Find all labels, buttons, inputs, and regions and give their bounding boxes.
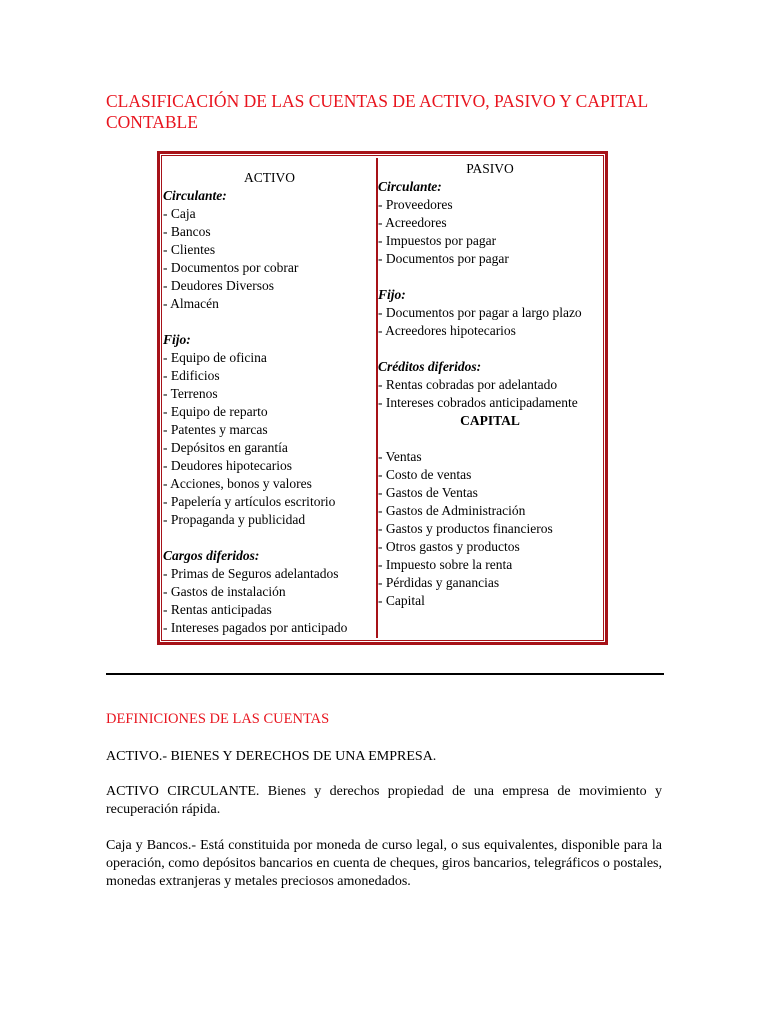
accounts-classification-table <box>157 151 608 645</box>
document-title: CLASIFICACIÓN DE LAS CUENTAS DE ACTIVO, PASIVO Y CAPITAL CONTABLE <box>106 91 648 132</box>
group-label: Circulante: <box>163 188 227 203</box>
definition-paragraph: ACTIVO CIRCULANTE. Bienes y derechos propiedad de una empresa de movimiento y recuperación rápida. <box>106 784 662 817</box>
account-item: - Terrenos <box>163 386 218 401</box>
account-item: - Pérdidas y ganancias <box>378 575 500 590</box>
group-label: Fijo: <box>163 332 191 347</box>
account-item: - Patentes y marcas <box>163 422 268 437</box>
account-item: - Almacén <box>163 296 219 311</box>
account-item: - Costo de ventas <box>378 467 472 482</box>
account-item: - Ventas <box>378 449 422 464</box>
account-item: - Documentos por pagar <box>378 251 509 266</box>
account-item: - Rentas anticipadas <box>163 602 272 617</box>
account-item: - Deudores Diversos <box>163 278 274 293</box>
account-item: - Documentos por cobrar <box>163 260 299 275</box>
spacer <box>378 430 602 448</box>
account-item: - Intereses pagados por anticipado <box>163 620 348 635</box>
definition-paragraph: Caja y Bancos.- Está constituida por moneda de curso legal, o sus equivalentes, disponible para la operación, como depósitos bancarios en cuenta de cheques, giros bancarios, telegráficos o postales, monedas extranjeras y metales preciosos amonedados. <box>106 838 662 889</box>
account-item: - Gastos y productos financieros <box>378 521 553 536</box>
horizontal-divider <box>106 673 664 675</box>
account-item: - Otros gastos y productos <box>378 539 520 554</box>
account-item: - Depósitos en garantía <box>163 440 288 455</box>
spacer <box>163 313 376 331</box>
account-item: - Acciones, bonos y valores <box>163 476 312 491</box>
spacer <box>378 340 602 358</box>
account-item: - Acreedores hipotecarios <box>378 323 516 338</box>
account-item: - Impuestos por pagar <box>378 233 497 248</box>
pasivo-capital-column <box>376 158 602 638</box>
group-label: Circulante: <box>378 179 442 194</box>
group-label: Fijo: <box>378 287 406 302</box>
account-item: - Acreedores <box>378 215 447 230</box>
account-item: - Rentas cobradas por adelantado <box>378 377 558 392</box>
group-label: Cargos diferidos: <box>163 548 260 563</box>
account-item: - Documentos por pagar a largo plazo <box>378 305 582 320</box>
definitions-heading: DEFINICIONES DE LAS CUENTAS <box>106 711 330 727</box>
spacer <box>163 529 376 547</box>
account-item: - Propaganda y publicidad <box>163 512 306 527</box>
definition-paragraph: ACTIVO.- BIENES Y DERECHOS DE UNA EMPRESA. <box>106 749 437 764</box>
spacer <box>378 268 602 286</box>
capital-heading: CAPITAL <box>460 413 520 428</box>
activo-heading: ACTIVO <box>244 170 295 185</box>
account-item: - Capital <box>378 593 425 608</box>
pasivo-heading: PASIVO <box>466 161 514 176</box>
account-item: - Bancos <box>163 224 211 239</box>
activo-column <box>163 158 376 638</box>
account-item: - Gastos de instalación <box>163 584 286 599</box>
account-item: - Primas de Seguros adelantados <box>163 566 339 581</box>
account-item: - Impuesto sobre la renta <box>378 557 513 572</box>
account-item: - Intereses cobrados anticipadamente <box>378 395 578 410</box>
account-item: - Equipo de reparto <box>163 404 268 419</box>
account-item: - Proveedores <box>378 197 453 212</box>
account-item: - Deudores hipotecarios <box>163 458 292 473</box>
account-item: - Papelería y artículos escritorio <box>163 494 336 509</box>
account-item: - Gastos de Administración <box>378 503 526 518</box>
account-item: - Caja <box>163 206 196 221</box>
group-label: Créditos diferidos: <box>378 359 482 374</box>
account-item: - Equipo de oficina <box>163 350 267 365</box>
account-item: - Gastos de Ventas <box>378 485 478 500</box>
account-item: - Edificios <box>163 368 220 383</box>
account-item: - Clientes <box>163 242 216 257</box>
